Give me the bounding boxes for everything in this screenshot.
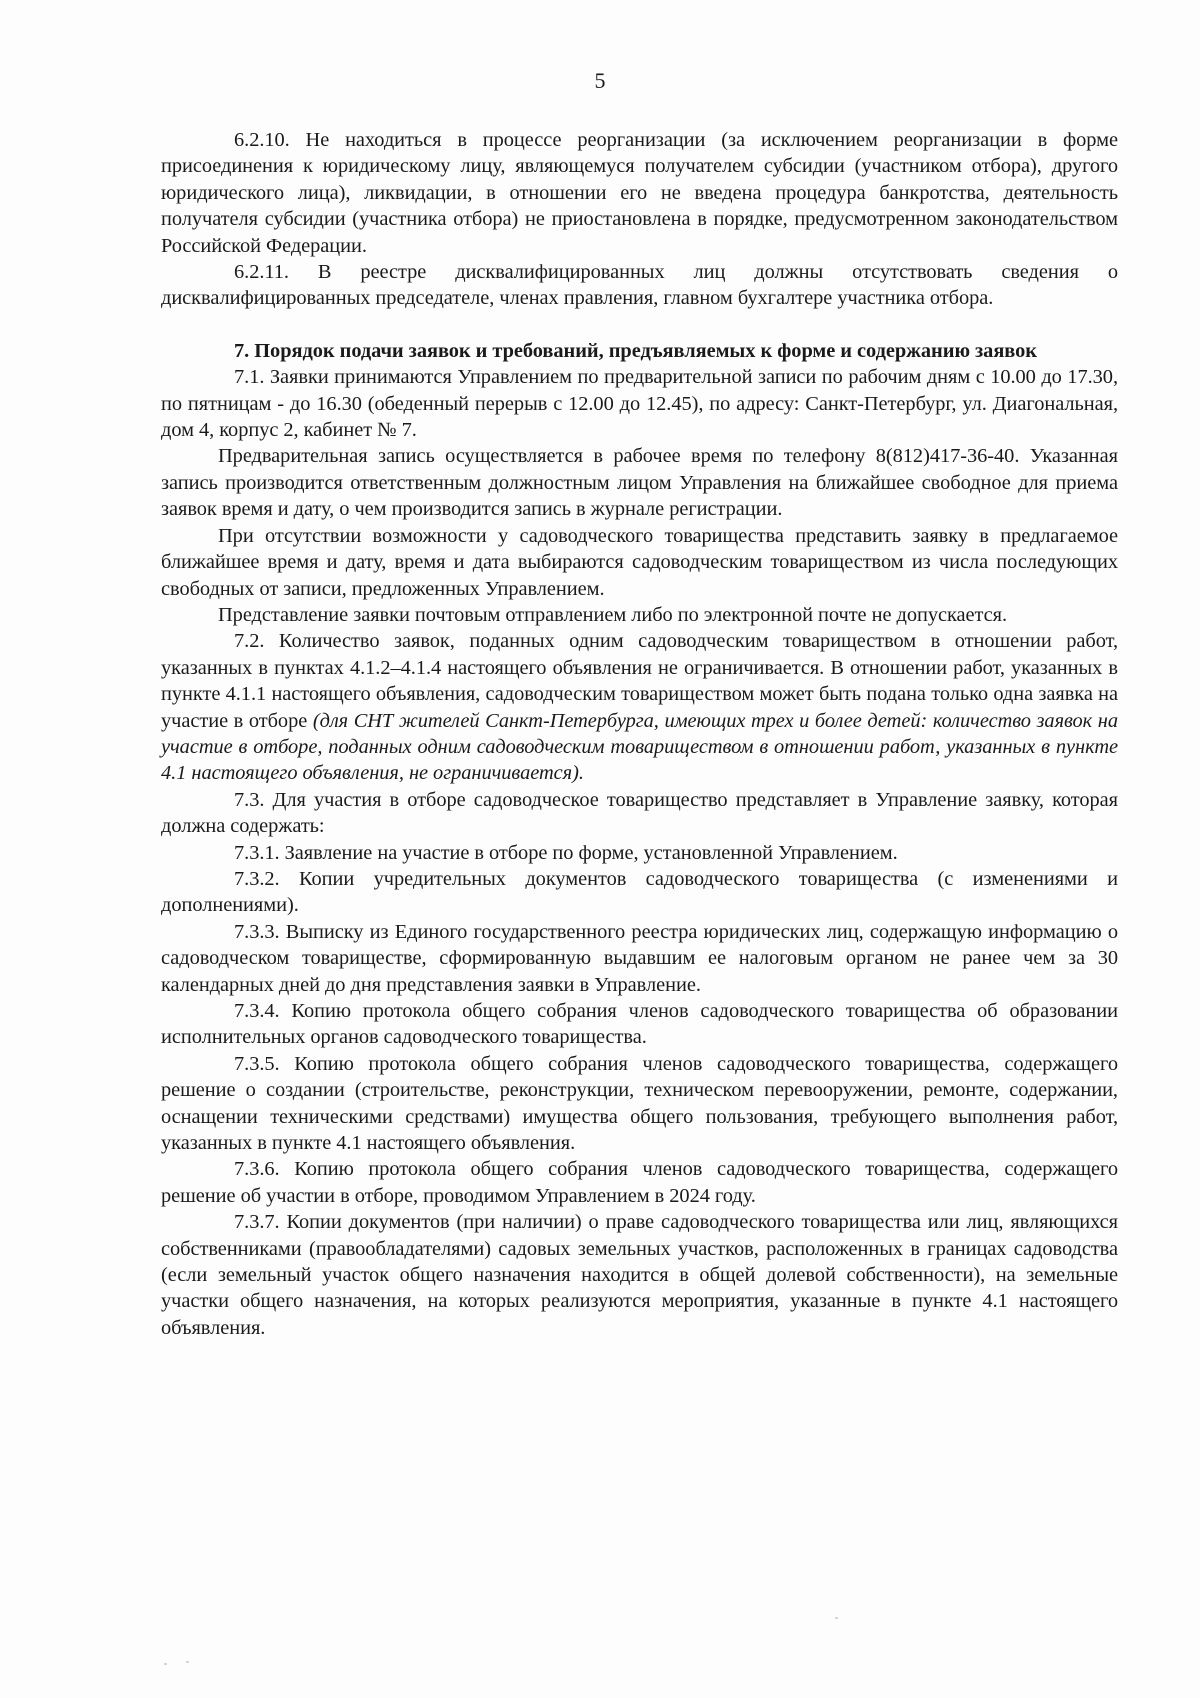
paragraph-7-3-7: 7.3.7. Копии документов (при наличии) о праве садоводческого товарищества или лиц, являющихся собственниками (правообладателями) садовых земельных участков, расположенных в границах садоводства (если земельный участок общего назначения находится в общей долевой собственности), на земельные участки общего назначения, на которых реализуются мероприятия, указанные в пункте 4.1 настоящего объявления.: [161, 1211, 1118, 1339]
document-body: [161, 127, 1118, 1341]
page-number: 5: [594, 68, 606, 93]
section-7-heading: 7. Порядок подачи заявок и требований, предъявляемых к форме и содержанию заявок: [234, 339, 1037, 362]
paragraph-7-3-1: 7.3.1. Заявление на участие в отборе по форме, установленной Управлением.: [234, 841, 898, 864]
paragraph-7-3-4: 7.3.4. Копию протокола общего собрания членов садоводческого товарищества об образовании исполнительных органов садоводческого товарищества.: [161, 1000, 1118, 1049]
paragraph-7-3-2: 7.3.2. Копии учредительных документов садоводческого товарищества (с изменениями и дополнениями).: [161, 867, 1118, 917]
paragraph-7-2: [161, 628, 1118, 786]
paragraph-7-1: 7.1. Заявки принимаются Управлением по предварительной записи по рабочим дням с 10.00 до 17.30, по пятницам - до 16.30 (обеденный перерыв с 12.00 до 12.45), по адресу: Санкт-Петербург, ул. Диагональная, дом 4, корпус 2, кабинет № 7.: [161, 366, 1118, 442]
paragraph-6-2-11: 6.2.11. В реестре дисквалифицированных лиц должны отсутствовать сведения о дисквалифицированных председателе, членах правления, главном бухгалтере участника отбора.: [161, 261, 1118, 310]
paragraph-7-3-3: 7.3.3. Выписку из Единого государственного реестра юридических лиц, содержащую информацию о садоводческом товариществе, сформированную выдавшим ее налоговым органом не ранее чем за 30 календарных дней до дня представления заявки в Управление.: [161, 920, 1118, 996]
paragraph-7-1-absence: При отсутствии возможности у садоводческого товарищества представить заявку в предлагаемое ближайшее время и дату, время и дата выбираются садоводческим товариществом из числа последующих свободных от записи, предложенных Управлением.: [161, 524, 1118, 600]
paragraph-6-2-10: 6.2.10. Не находиться в процессе реорганизации (за исключением реорганизации в форме присоединения к юридическому лицу, являющемуся получателем субсидии (участником отбора), другого юридического лица), ликвидации, в отношении его не введена процедура банкротства, деятельность получателя субсидии (участника отбора) не приостановлена в порядке, предусмотренном законодательством Российской Федерации.: [161, 129, 1118, 257]
paragraph-7-1-mail: Представление заявки почтовым отправлением либо по электронной почте не допускается.: [218, 603, 1008, 626]
scan-speck: [164, 1663, 167, 1665]
scan-speck: [186, 1661, 189, 1663]
paragraph-7-1-preliminary-record: Предварительная запись осуществляется в рабочее время по телефону 8(812)417-36-40. Указанная запись производится ответственным должностным лицом Управления на ближайшее свободное для приема заявок время и дату, о чем производится запись в журнале регистрации.: [161, 445, 1118, 521]
paragraph-7-3-6: 7.3.6. Копию протокола общего собрания членов садоводческого товарищества, содержащего решение об участии в отборе, проводимом Управлением в 2024 году.: [161, 1158, 1118, 1207]
paragraph-7-2-text: 7.2. Количество заявок, поданных одним садоводческим товариществом в отношении работ, указанных в пунктах 4.1.2–4.1.4 настоящего объявления не ограничивается. В отношении работ, указанных в пункте 4.1.1 настоящего объявления, садоводческим товариществом может быть подана только одна заявка на участие в отборе: [161, 630, 1118, 732]
paragraph-7-3-5: 7.3.5. Копию протокола общего собрания членов садоводческого товарищества, содержащего решение о создании (строительстве, реконструкции, техническом перевооружении, ремонте, содержании, оснащении техническими средствами) имущества общего пользования, требующего выполнения работ, указанных в пункте 4.1 настоящего объявления.: [161, 1052, 1118, 1155]
paragraph-7-2-italic-note: (для СНТ жителей Санкт-Петербурга, имеющих трех и более детей: количество заявок на участие в отборе, поданных одним садоводческим товариществом в отношении работ, указанных в пункте 4.1 настоящего объявления, не ограничивается).: [161, 709, 1118, 785]
paragraph-7-3: 7.3. Для участия в отборе садоводческое товарищество представляет в Управление заявку, которая должна содержать:: [161, 788, 1118, 838]
scan-speck: [835, 1617, 838, 1619]
